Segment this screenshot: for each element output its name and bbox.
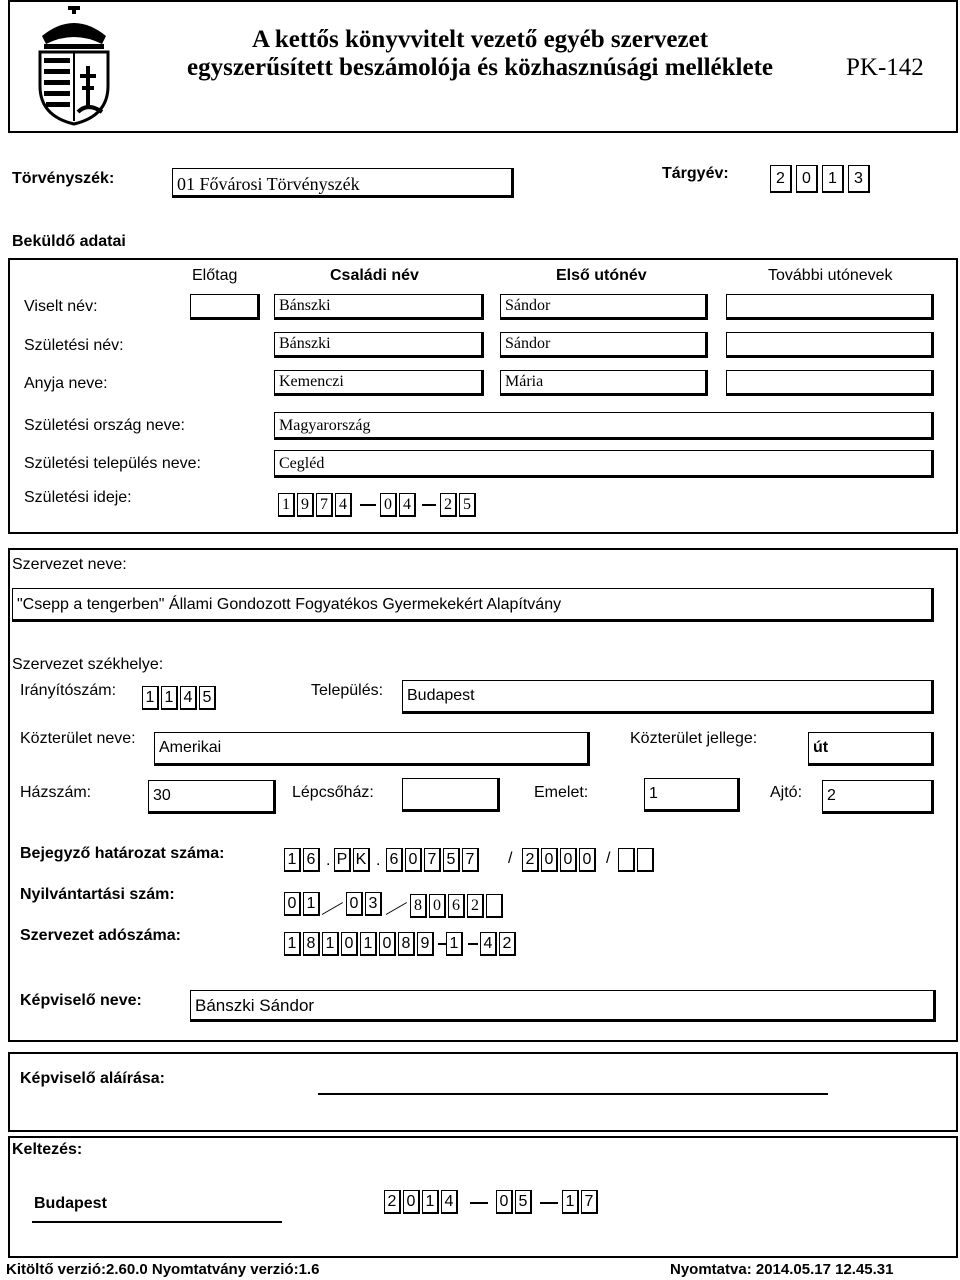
mother-family-field[interactable]: Kemenczi xyxy=(274,370,484,396)
registration-digit[interactable]: 2 xyxy=(467,894,484,918)
tax-digit[interactable]: 1 xyxy=(446,932,463,956)
dating-year-cells[interactable] xyxy=(384,1190,460,1214)
decision-dot: . xyxy=(376,852,381,869)
decision-digit[interactable] xyxy=(637,848,654,872)
tax-digit[interactable]: 1 xyxy=(284,932,301,956)
dating-month-cells[interactable] xyxy=(496,1190,534,1214)
house-number-label: Házszám: xyxy=(20,784,92,801)
birth-more-field[interactable] xyxy=(726,332,934,358)
decision-digit[interactable]: 6 xyxy=(386,848,403,872)
col-first-name: Első utónév xyxy=(556,267,647,284)
col-prefix: Előtag xyxy=(192,267,238,284)
registration-digit[interactable]: 0 xyxy=(284,892,301,916)
stairway-field[interactable] xyxy=(402,778,500,812)
court-label: Törvényszék: xyxy=(12,170,115,187)
decision-letter[interactable]: K xyxy=(353,848,370,872)
court-field[interactable]: 01 Fővárosi Törvényszék xyxy=(172,168,514,198)
zip-digit[interactable]: 1 xyxy=(142,686,159,710)
birth-country-field[interactable]: Magyarország xyxy=(274,412,934,440)
street-type-field[interactable]: út xyxy=(808,732,934,766)
dating-day-cells[interactable] xyxy=(562,1190,600,1214)
tax-cells-b[interactable] xyxy=(446,932,465,956)
decision-digit[interactable]: 5 xyxy=(443,848,460,872)
birth-name-label: Születési név: xyxy=(24,337,124,354)
zip-digit[interactable]: 5 xyxy=(199,686,216,710)
org-name-label: Szervezet neve: xyxy=(12,556,127,573)
birth-month-cells[interactable] xyxy=(380,493,418,517)
floor-label: Emelet: xyxy=(534,784,589,801)
tax-separator xyxy=(468,943,478,945)
dating-day-digit[interactable]: 7 xyxy=(581,1190,598,1214)
decision-cells-d[interactable] xyxy=(522,848,598,872)
registration-digit[interactable]: 8 xyxy=(410,894,427,918)
decision-cells-b[interactable] xyxy=(334,848,372,872)
floor-field[interactable]: 1 xyxy=(644,778,740,812)
year-digit[interactable]: 3 xyxy=(848,165,870,193)
birth-family-field[interactable]: Bánszki xyxy=(274,332,484,358)
decision-digit[interactable]: 6 xyxy=(303,848,320,872)
current-prefix-field[interactable] xyxy=(190,294,260,320)
decision-slash: / xyxy=(508,850,513,867)
dating-place[interactable]: Budapest xyxy=(34,1195,107,1212)
zip-digit[interactable]: 4 xyxy=(180,686,197,710)
birth-month-digit[interactable]: 4 xyxy=(399,493,416,517)
tax-digit[interactable]: 9 xyxy=(417,932,434,956)
tax-digit[interactable]: 2 xyxy=(499,932,516,956)
decision-digit[interactable]: 2 xyxy=(522,848,539,872)
signature-frame xyxy=(8,1052,958,1132)
zip-label: Irányítószám: xyxy=(20,682,117,699)
birth-year-digit[interactable]: 9 xyxy=(297,493,314,517)
date-separator xyxy=(540,1202,558,1204)
year-label: Tárgyév: xyxy=(662,165,729,182)
decision-digit[interactable]: 0 xyxy=(579,848,596,872)
birth-day-cells[interactable] xyxy=(440,493,478,517)
street-label: Közterület neve: xyxy=(20,730,136,747)
year-digit[interactable]: 0 xyxy=(796,165,818,193)
city-field[interactable]: Budapest xyxy=(402,680,934,714)
org-seat-label: Szervezet székhelye: xyxy=(12,656,164,673)
coat-of-arms-icon xyxy=(28,6,120,126)
year-digit[interactable]: 2 xyxy=(770,165,792,193)
birth-city-label: Születési település neve: xyxy=(24,455,201,472)
representative-signature-label: Képviselő aláírása: xyxy=(20,1070,165,1087)
registration-digit[interactable] xyxy=(486,894,503,918)
dating-year-digit[interactable]: 4 xyxy=(441,1190,458,1214)
registration-cells-a[interactable] xyxy=(284,892,322,916)
birth-city-field[interactable]: Cegléd xyxy=(274,450,934,478)
dating-month-digit[interactable]: 0 xyxy=(496,1190,513,1214)
birth-date-label: Születési ideje: xyxy=(24,489,132,506)
decision-digit[interactable] xyxy=(618,848,635,872)
current-family-field[interactable]: Bánszki xyxy=(274,294,484,320)
dating-label: Keltezés: xyxy=(12,1141,83,1158)
tax-digit[interactable]: 1 xyxy=(322,932,339,956)
decision-digit[interactable]: 0 xyxy=(560,848,577,872)
page-title-line2: egyszerűsített beszámolója és közhasznúsági melléklete xyxy=(187,54,773,81)
door-label: Ajtó: xyxy=(770,784,803,801)
date-separator xyxy=(470,1202,488,1204)
page-title-line1: A kettős könyvvitelt vezető egyéb szervezet xyxy=(251,26,709,53)
registration-cells-c[interactable] xyxy=(410,894,505,918)
registration-digit[interactable]: 0 xyxy=(429,894,446,918)
decision-digit[interactable]: 1 xyxy=(284,848,301,872)
date-separator xyxy=(360,504,376,506)
registration-digit[interactable]: 1 xyxy=(303,892,320,916)
year-cells[interactable] xyxy=(770,165,874,193)
dating-place-line xyxy=(32,1221,282,1223)
tax-digit[interactable]: 4 xyxy=(480,932,497,956)
tax-digit[interactable]: 8 xyxy=(398,932,415,956)
tax-digit[interactable]: 8 xyxy=(303,932,320,956)
tax-digit[interactable]: 0 xyxy=(341,932,358,956)
dating-year-digit[interactable]: 0 xyxy=(403,1190,420,1214)
tax-digit[interactable]: 0 xyxy=(379,932,396,956)
street-type-label: Közterület jellege: xyxy=(630,730,758,747)
form-code: PK-142 xyxy=(846,54,924,81)
representative-name-field[interactable]: Bánszki Sándor xyxy=(190,990,936,1022)
decision-number-label: Bejegyző határozat száma: xyxy=(20,845,225,862)
mother-name-label: Anyja neve: xyxy=(24,375,108,392)
sender-section-title: Beküldő adatai xyxy=(12,233,126,250)
birth-year-digit[interactable]: 1 xyxy=(278,493,295,517)
birth-first-field[interactable]: Sándor xyxy=(500,332,708,358)
signature-line[interactable] xyxy=(318,1093,828,1095)
decision-digit[interactable]: 0 xyxy=(405,848,422,872)
decision-digit[interactable]: 0 xyxy=(541,848,558,872)
decision-cells-e[interactable] xyxy=(618,848,656,872)
street-field[interactable]: Amerikai xyxy=(154,732,590,766)
footer-printed: Nyomtatva: 2014.05.17 12.45.31 xyxy=(670,1261,894,1278)
zip-cells[interactable] xyxy=(142,686,218,710)
birth-day-digit[interactable]: 5 xyxy=(459,493,476,517)
decision-slash: / xyxy=(606,850,611,867)
birth-year-cells[interactable] xyxy=(278,493,354,517)
footer-version: Kitöltő verzió:2.60.0 Nyomtatvány verzió:1.6 xyxy=(6,1261,320,1278)
dating-frame xyxy=(8,1136,958,1258)
col-more-names: További utónevek xyxy=(768,267,893,284)
tax-cells-c[interactable] xyxy=(480,932,518,956)
house-number-field[interactable]: 30 xyxy=(148,780,276,814)
registration-number-label: Nyilvántartási szám: xyxy=(20,886,175,903)
birth-month-digit[interactable]: 0 xyxy=(380,493,397,517)
tax-number-label: Szervezet adószáma: xyxy=(20,927,181,944)
city-label: Település: xyxy=(311,682,384,699)
mother-more-field[interactable] xyxy=(726,370,934,396)
decision-digit[interactable]: 7 xyxy=(462,848,479,872)
tax-cells-a[interactable] xyxy=(284,932,436,956)
registration-cells-b[interactable] xyxy=(346,892,384,916)
door-field[interactable]: 2 xyxy=(822,780,934,814)
birth-year-digit[interactable]: 4 xyxy=(335,493,352,517)
birth-day-digit[interactable]: 2 xyxy=(440,493,457,517)
date-separator xyxy=(422,504,436,506)
zip-digit[interactable]: 1 xyxy=(161,686,178,710)
registration-digit[interactable]: 0 xyxy=(346,892,363,916)
current-first-field[interactable]: Sándor xyxy=(500,294,708,320)
current-name-label: Viselt név: xyxy=(24,298,98,315)
tax-digit[interactable]: 1 xyxy=(360,932,377,956)
representative-name-label: Képviselő neve: xyxy=(20,992,142,1009)
stairway-label: Lépcsőház: xyxy=(292,784,374,801)
decision-cells-a[interactable] xyxy=(284,848,322,872)
current-more-field[interactable] xyxy=(726,294,934,320)
birth-year-digit[interactable]: 7 xyxy=(316,493,333,517)
decision-digit[interactable]: 7 xyxy=(424,848,441,872)
registration-digit[interactable]: 3 xyxy=(365,892,382,916)
dating-month-digit[interactable]: 5 xyxy=(515,1190,532,1214)
birth-country-label: Születési ország neve: xyxy=(24,417,185,434)
registration-digit[interactable]: 6 xyxy=(448,894,465,918)
org-name-field[interactable]: "Csepp a tengerben" Állami Gondozott Fogyatékos Gyermekekért Alapítvány xyxy=(12,588,934,622)
mother-first-field[interactable]: Mária xyxy=(500,370,708,396)
dating-day-digit[interactable]: 1 xyxy=(562,1190,579,1214)
dating-year-digit[interactable]: 2 xyxy=(384,1190,401,1214)
decision-dot: . xyxy=(326,852,331,869)
decision-cells-c[interactable] xyxy=(386,848,481,872)
year-digit[interactable]: 1 xyxy=(822,165,844,193)
col-family-name: Családi név xyxy=(330,267,419,284)
decision-letter[interactable]: P xyxy=(334,848,351,872)
dating-year-digit[interactable]: 1 xyxy=(422,1190,439,1214)
